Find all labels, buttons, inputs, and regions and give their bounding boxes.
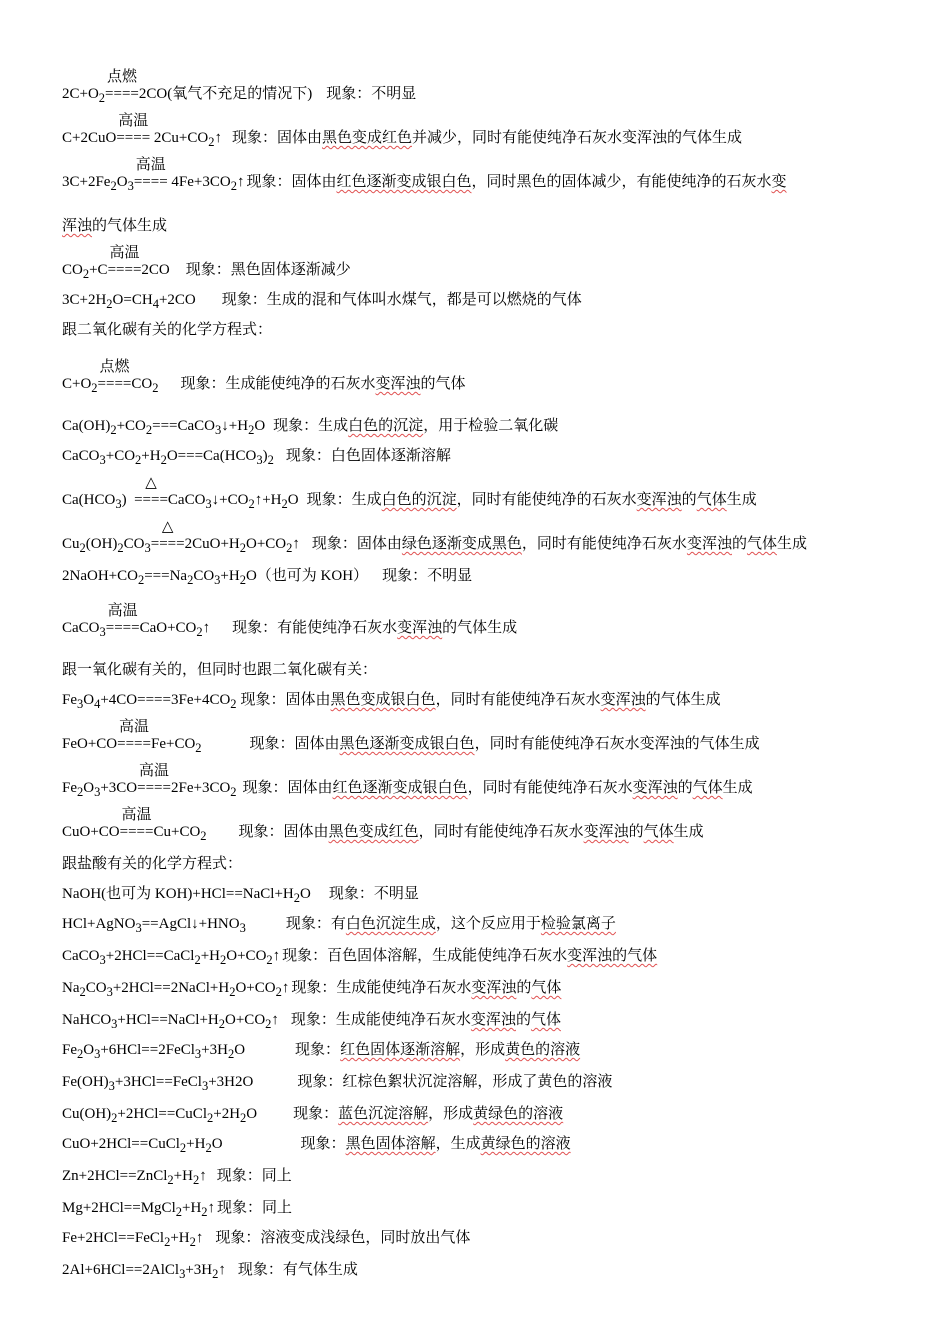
section-heading: [62, 854, 242, 873]
observation-text: 现象：有能使纯净石灰水变浑浊的气体生成: [232, 618, 518, 636]
observation-text: 浑浊的气体生成: [62, 216, 168, 234]
equation-line: [62, 216, 167, 234]
observation-text: 现象：生成的混和气体叫水煤气，都是可以燃烧的气体: [221, 290, 582, 308]
equation-line: [62, 914, 616, 937]
observation-text: 现象：固体由红色逐渐变成银白色，同时有能使纯净石灰水变浑浊的气体生成: [242, 778, 753, 796]
equation-line: [62, 719, 760, 757]
observation-text: 现象：红色固体逐渐溶解，形成黄色的溶液: [295, 1040, 581, 1058]
observation-text: 现象：生成能使纯净石灰水变浑浊的气体: [291, 978, 562, 996]
equation-text: NaOH(也可为 $KOH)+HCl==NaCl+H_2O$: [62, 886, 311, 905]
equation-line: [62, 290, 582, 313]
equation-line: [62, 946, 657, 969]
equation-text: $HCl+AgNO_3==AgCl↓+HNO_3$: [62, 916, 246, 935]
equation-line: [62, 446, 451, 469]
equation-text: $Fe_2O_3+3CO====$ 高温 $2Fe+3CO_2$: [62, 763, 237, 799]
equation-text: $3C+2H_2O=CH_4+2CO$: [62, 292, 196, 311]
equation-text: $NaHCO_3+HCl==NaCl+H_2O+CO_2↑$: [62, 1012, 279, 1031]
equation-text: $Cu(OH)_2+2HCl==CuCl_2+2H_2O$: [62, 1106, 258, 1125]
equation-text: $Ca(HCO_3)$ ==== △ $CaCO_3↓+CO_2↑+H_2O$: [62, 475, 299, 511]
equation-text: $Fe_2O_3+6HCl==2FeCl_3+3H_2O$: [62, 1042, 246, 1061]
observation-text: 现象：有白色沉淀生成，这个反应用于检验氯离子: [285, 914, 616, 932]
observation-text: 现象：不明显: [328, 884, 419, 902]
equation-text: $CaCO_3+CO_2+H_2O===Ca(HCO_3)_2$: [62, 448, 274, 467]
equation-line: [62, 884, 419, 907]
equation-text: $CaCO_3+2HCl==CaCl_2+H_2O+CO_2↑$: [62, 948, 281, 967]
equation-text: $C+O_2====$ 点燃 $CO_2$: [62, 359, 159, 395]
equation-text: $Fe(OH)_3+3HCl==FeCl_3+3H2O$: [62, 1074, 254, 1093]
equation-text: $CuO+2HCl==CuCl_2+H_2O$: [62, 1136, 223, 1155]
observation-text: 现象：固体由红色逐渐变成银白色，同时黑色的固体减少，有能使纯净的石灰水变: [246, 172, 787, 190]
observation-text: 现象：蓝色沉淀溶解，形成黄绿色的溶液: [293, 1104, 564, 1122]
equation-line: [62, 1166, 292, 1189]
equation-text: CuO+CO==== 高温 $Cu+CO_2$: [62, 807, 207, 843]
equation-line: [62, 157, 787, 195]
equation-line: [62, 566, 472, 589]
observation-text: 现象：黑色固体溶解，生成黄绿色的溶液: [300, 1134, 571, 1152]
observation-text: 现象：生成白色的沉淀，同时有能使纯净的石灰水变浑浊的气体生成: [306, 490, 757, 508]
equation-text: $2NaOH+CO_2===Na_2CO_3+H_2O$（也可为 KOH）: [62, 568, 369, 587]
observation-text: 现象：同上: [216, 1166, 292, 1184]
equation-text: $2Al+6HCl==2AlCl_3+3H_2↑$: [62, 1262, 226, 1281]
equation-text: FeO+CO==== 高温 $Fe+CO_2$: [62, 719, 202, 755]
observation-text: 现象：固体由绿色逐渐变成黑色，同时有能使纯净石灰水变浑浊的气体生成: [311, 534, 807, 552]
equation-text: $CO_2+C====$ 高温 2CO: [62, 245, 170, 281]
equation-line: [62, 690, 721, 713]
equation-text: $Fe_3O_4+4CO====3Fe+4CO_2$: [62, 692, 237, 711]
equation-line: [62, 69, 417, 107]
equation-text: CaCO$_3$==== 高温 $CaO+CO_2↑$: [62, 603, 211, 639]
equation-line: [62, 1228, 470, 1251]
observation-text: 现象：白色固体逐渐溶解: [285, 446, 451, 464]
observation-text: 现象：溶液变成浅绿色，同时放出气体: [215, 1228, 471, 1246]
equation-line: [62, 113, 743, 151]
equation-text: $Cu_2(OH)_2CO_3====$ △ $2CuO+H_2O+CO_2↑$: [62, 519, 300, 555]
equation-line: [62, 1010, 561, 1033]
heading-text: 跟二氧化碳有关的化学方程式：: [62, 322, 273, 338]
equation-text: C+2CuO==== 高温 $2Cu+CO_2↑$: [62, 113, 222, 149]
heading-text: 跟一氧化碳有关的，但同时也跟二氧化碳有关：: [62, 662, 378, 678]
observation-text: 现象：不明显: [326, 84, 417, 102]
section-heading: [62, 660, 377, 679]
equation-line: [62, 1072, 612, 1095]
observation-text: 现象：生成白色的沉淀，用于检验二氧化碳: [273, 416, 559, 434]
equation-text: $Ca(OH)_2+CO_2===CaCO_3↓+H_2O$: [62, 418, 266, 437]
observation-text: 现象：同上: [217, 1198, 293, 1216]
equation-line: [62, 978, 561, 1001]
observation-text: 现象：固体由黑色逐渐变成银白色，同时有能使纯净石灰水变浑浊的气体生成: [249, 734, 760, 752]
equation-line: [62, 359, 466, 397]
equation-line: [62, 763, 753, 801]
equation-line: [62, 475, 757, 513]
equation-line: [62, 245, 351, 283]
observation-text: 现象：红棕色絮状沉淀溶解，形成了黄色的溶液: [297, 1072, 613, 1090]
equation-line: [62, 1260, 358, 1283]
equation-line: [62, 416, 558, 439]
equation-line: [62, 519, 807, 557]
observation-text: 现象：固体由黑色变成红色并减少，同时有能使纯净石灰水变浑浊的气体生成: [231, 128, 743, 146]
equation-text: $Fe+2HCl==FeCl_2+H_2↑$: [62, 1230, 204, 1249]
equation-line: [62, 603, 518, 641]
observation-text: 现象：不明显: [382, 566, 473, 584]
equation-line: [62, 807, 704, 845]
observation-text: 现象：黑色固体逐渐减少: [185, 260, 351, 278]
equation-line: [62, 1104, 563, 1127]
section-heading: [62, 320, 272, 339]
observation-text: 现象：生成能使纯净石灰水变浑浊的气体: [290, 1010, 561, 1028]
observation-text: 现象：固体由黑色变成红色，同时有能使纯净石灰水变浑浊的气体生成: [238, 822, 704, 840]
equation-line: [62, 1198, 292, 1221]
heading-text: 跟盐酸有关的化学方程式：: [62, 856, 243, 872]
observation-text: 现象：固体由黑色变成银白色，同时有能使纯净石灰水变浑浊的气体生成: [240, 690, 721, 708]
equation-line: [62, 1040, 580, 1063]
observation-text: 现象：有气体生成: [237, 1260, 358, 1278]
observation-text: 现象：百色固体溶解，生成能使纯净石灰水变浑浊的气体: [282, 946, 658, 964]
equation-text: $2C+O_2====$ 点燃 2CO(氧气不充足的情况下): [62, 69, 313, 105]
equation-text: $Na_2CO_3+2HCl==2NaCl+H_2O+CO_2↑$: [62, 980, 290, 999]
equation-text: $Mg+2HCl==MgCl_2+H_2↑$: [62, 1200, 216, 1219]
equation-line: [62, 1134, 571, 1157]
equation-text: $3C+2Fe_2O_3====$ 高温 $4Fe+3CO_2↑$: [62, 157, 245, 193]
equation-text: $Zn+2HCl==ZnCl_2+H_2↑$: [62, 1168, 207, 1187]
observation-text: 现象：生成能使纯净的石灰水变浑浊的气体: [180, 374, 466, 392]
